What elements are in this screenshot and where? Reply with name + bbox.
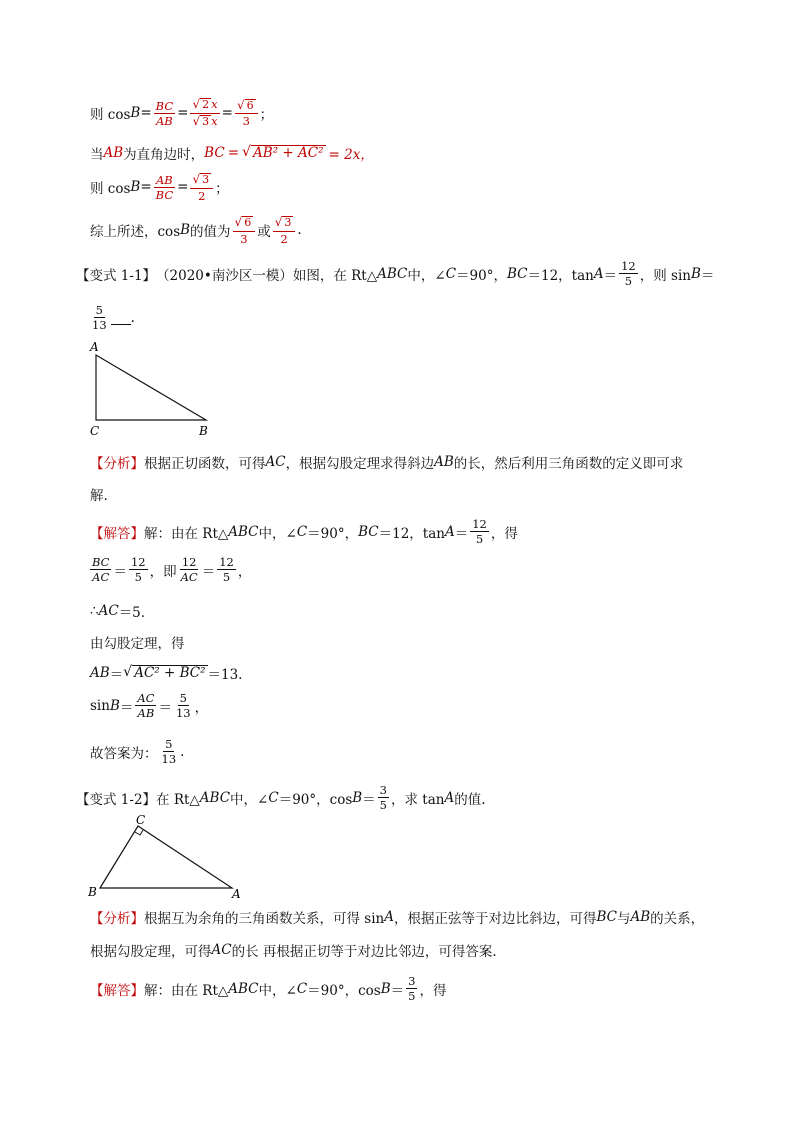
var-C: C <box>445 265 457 282</box>
var-AB: AB <box>434 454 454 470</box>
text: ，则 sin <box>639 267 691 284</box>
var-AB: AB <box>630 909 651 925</box>
text: 解：由在 Rt△ <box>144 525 229 542</box>
text: ＝13. <box>207 667 243 683</box>
text: ，即 <box>149 563 177 580</box>
var-B: B <box>130 179 141 196</box>
text: 与 <box>617 911 631 927</box>
text: ＝5. <box>118 605 146 621</box>
text: 中，∠ <box>258 982 297 999</box>
text: 根据互为余角的三角函数关系，可得 sin <box>144 911 385 927</box>
period: . <box>130 309 135 326</box>
text: 则 cos <box>90 181 131 198</box>
text: ＝ <box>390 982 405 999</box>
period: . <box>297 222 302 239</box>
period: . <box>180 743 185 760</box>
var-A: A <box>444 789 455 806</box>
variant-1-2-question <box>76 784 486 811</box>
triangle-figure-2 <box>86 812 246 902</box>
var-AB: AB <box>90 665 110 681</box>
fraction-5-13: $\frac{5}{13}$ <box>161 737 177 767</box>
text: 当 <box>90 147 104 163</box>
equals: = <box>227 145 239 161</box>
solution-tag: 【解答】 <box>90 982 144 999</box>
vertex-label-C: C <box>90 424 100 438</box>
var-AC: AC <box>265 454 286 470</box>
text: ＝12，tan <box>527 267 594 284</box>
var-B: B <box>109 697 120 714</box>
text: ＝ <box>362 791 376 808</box>
var-ABC: ABC <box>228 523 259 540</box>
triangle-shape <box>96 355 206 420</box>
text: 根据勾股定理，可得 <box>90 944 212 960</box>
analysis-tag: 【分析】 <box>90 456 144 472</box>
fraction-AB-BC: $\frac{AB}{BC}$ <box>155 172 174 202</box>
equals: ＝ <box>158 699 172 716</box>
text: ＝90°， <box>456 267 507 284</box>
text: ＝ <box>700 267 715 284</box>
var-C: C <box>268 789 279 806</box>
equals: ＝ <box>201 563 216 580</box>
fraction-5-13: $\frac{5}{13}$ <box>175 691 191 721</box>
fraction-root2x-root3x: √ 2 x √ 3 x <box>192 97 218 128</box>
var-BC: BC <box>204 145 225 161</box>
line-cosB-case1 <box>90 98 273 128</box>
var-B: B <box>352 789 363 806</box>
text: 故答案为： <box>90 745 158 762</box>
text: 综上所述，cos <box>90 224 181 241</box>
var-BC: BC <box>506 265 528 282</box>
var-A: A <box>444 523 455 540</box>
semicolon: ； <box>215 181 229 198</box>
text: sin <box>90 697 110 714</box>
text: 或 <box>257 224 271 241</box>
vertex-label-A: A <box>90 340 99 354</box>
triangle-shape <box>100 826 232 888</box>
var-B: B <box>180 222 191 239</box>
var-B: B <box>130 105 141 122</box>
vertex-label-B: B <box>199 424 208 438</box>
text: ＝ <box>454 525 469 542</box>
text: ，得 <box>490 525 518 542</box>
fraction-3-5: $\frac{3}{5}$ <box>379 783 387 813</box>
line-case2 <box>90 143 374 163</box>
equals: ＝ <box>109 667 124 683</box>
fraction-12-AC: $\frac{12}{AC}$ <box>180 555 198 585</box>
line-conclusion <box>90 216 302 245</box>
therefore: ∴ <box>90 603 99 619</box>
analysis-1-2-line2 <box>90 940 497 960</box>
var-A: A <box>384 909 394 925</box>
solution-1-1-line4 <box>90 632 185 652</box>
fraction-5-13: $\frac{5}{13}$ <box>92 303 107 333</box>
equals: = <box>221 105 233 122</box>
fraction-root3-2: √ 3 2 <box>190 173 213 202</box>
solution-1-2-line1 <box>90 975 446 1002</box>
solution-1-1-line1 <box>90 518 518 545</box>
variant-tag: 【变式 1-2】 <box>76 791 157 808</box>
var-C: C <box>296 523 308 540</box>
analysis-1-1-line1 <box>90 452 683 472</box>
vertex-label-A: A <box>232 887 241 901</box>
fraction-12-5: $\frac{12}{5}$ <box>621 259 636 289</box>
var-C: C <box>296 980 308 997</box>
variant-tag: 【变式 1-1】 <box>76 267 157 284</box>
var-ABC: ABC <box>377 265 408 282</box>
text: ，得 <box>419 982 447 999</box>
var-AC: AC <box>211 942 232 958</box>
equals: ＝ <box>119 699 134 716</box>
equals: = <box>177 105 189 122</box>
text: 根据正切函数，可得 <box>144 456 266 472</box>
equals: = <box>140 179 152 196</box>
sqrt-expression: √ AC² + BC² <box>123 663 206 681</box>
text: 解. <box>90 488 108 504</box>
fraction-BC-AC: $\frac{BC}{AC}$ <box>92 555 110 585</box>
equals: ＝ <box>113 563 127 580</box>
var-A: A <box>593 265 604 282</box>
text: ， <box>194 699 209 716</box>
text: ，根据勾股定理求得斜边 <box>285 456 435 472</box>
text: 的值为 <box>190 224 231 241</box>
text: ＝90°， <box>307 525 359 542</box>
fraction-12-5: $\frac{12}{5}$ <box>472 517 487 547</box>
equals: = <box>140 105 152 122</box>
text: ＝90°，cos <box>278 791 353 808</box>
text: 的关系， <box>650 911 705 927</box>
text: （2020•南沙区一模）如图，在 Rt△ <box>156 267 378 284</box>
fraction-3-5: $\frac{3}{5}$ <box>408 974 416 1004</box>
fraction-AC-AB: $\frac{AC}{AB}$ <box>137 691 155 721</box>
vertex-label-B: B <box>88 885 97 899</box>
analysis-1-2-line1 <box>90 907 704 927</box>
solution-1-1-line2 <box>88 556 251 583</box>
text: ＝90°，cos <box>307 982 381 999</box>
text: 中，∠ <box>230 791 269 808</box>
fraction-BC-AB: $\frac{BC}{AB}$ <box>155 98 174 128</box>
text: 为直角边时， <box>123 147 205 163</box>
text: = 2x， <box>328 147 374 163</box>
sqrt-expression: √ AB² + AC² <box>242 143 324 161</box>
right-angle-mark <box>135 830 143 835</box>
equals: = <box>177 179 189 196</box>
var-BC: BC <box>358 523 379 540</box>
blank-underline <box>111 323 131 325</box>
text: 解：由在 Rt△ <box>144 982 229 999</box>
text: 则 cos <box>90 107 131 124</box>
solution-1-1-line3 <box>90 601 145 621</box>
text: ，根据正弦等于对边比斜边，可得 <box>393 911 597 927</box>
text: 中，∠ <box>407 267 446 284</box>
fraction-root6-3: √ 6 3 <box>233 216 256 245</box>
fraction-root3-2: √ 3 2 <box>273 216 296 245</box>
var-AC: AC <box>98 603 119 619</box>
analysis-1-1-line2 <box>90 484 108 504</box>
solution-1-1-line5 <box>90 663 242 683</box>
fraction-root6-3: √ 6 3 <box>235 99 258 128</box>
var-ABC: ABC <box>199 789 231 806</box>
text: 中，∠ <box>258 525 297 542</box>
var-BC: BC <box>596 909 617 925</box>
text: 在 Rt△ <box>156 791 200 808</box>
analysis-tag: 【分析】 <box>90 911 144 927</box>
var-B: B <box>690 265 701 282</box>
fraction-12-5: $\frac{12}{5}$ <box>130 555 146 585</box>
solution-1-1-line7 <box>90 738 184 765</box>
solution-1-1-line6 <box>90 692 208 719</box>
line-cosB-case2 <box>90 173 229 202</box>
fraction-12-5: $\frac{12}{5}$ <box>219 555 234 585</box>
text: 由勾股定理，得 <box>90 636 185 652</box>
variant-1-1-answer-blank <box>88 304 135 331</box>
variant-1-1-question <box>76 260 714 287</box>
text: ，求 tan <box>391 791 445 808</box>
text: 的值. <box>454 791 486 808</box>
var-ABC: ABC <box>228 980 259 997</box>
solution-tag: 【解答】 <box>90 525 144 542</box>
semicolon: ； <box>259 107 274 124</box>
text: ＝12，tan <box>378 525 445 542</box>
text: 的长，然后利用三角函数的定义即可求 <box>453 456 684 472</box>
text: ， <box>237 563 252 580</box>
text: 的长 再根据正切等于对边比邻边，可得答案. <box>231 944 497 960</box>
vertex-label-C: C <box>136 813 146 827</box>
var-B: B <box>380 980 391 997</box>
var-AB: AB <box>103 145 124 161</box>
triangle-figure-1 <box>86 340 216 440</box>
text: ＝ <box>603 267 618 284</box>
